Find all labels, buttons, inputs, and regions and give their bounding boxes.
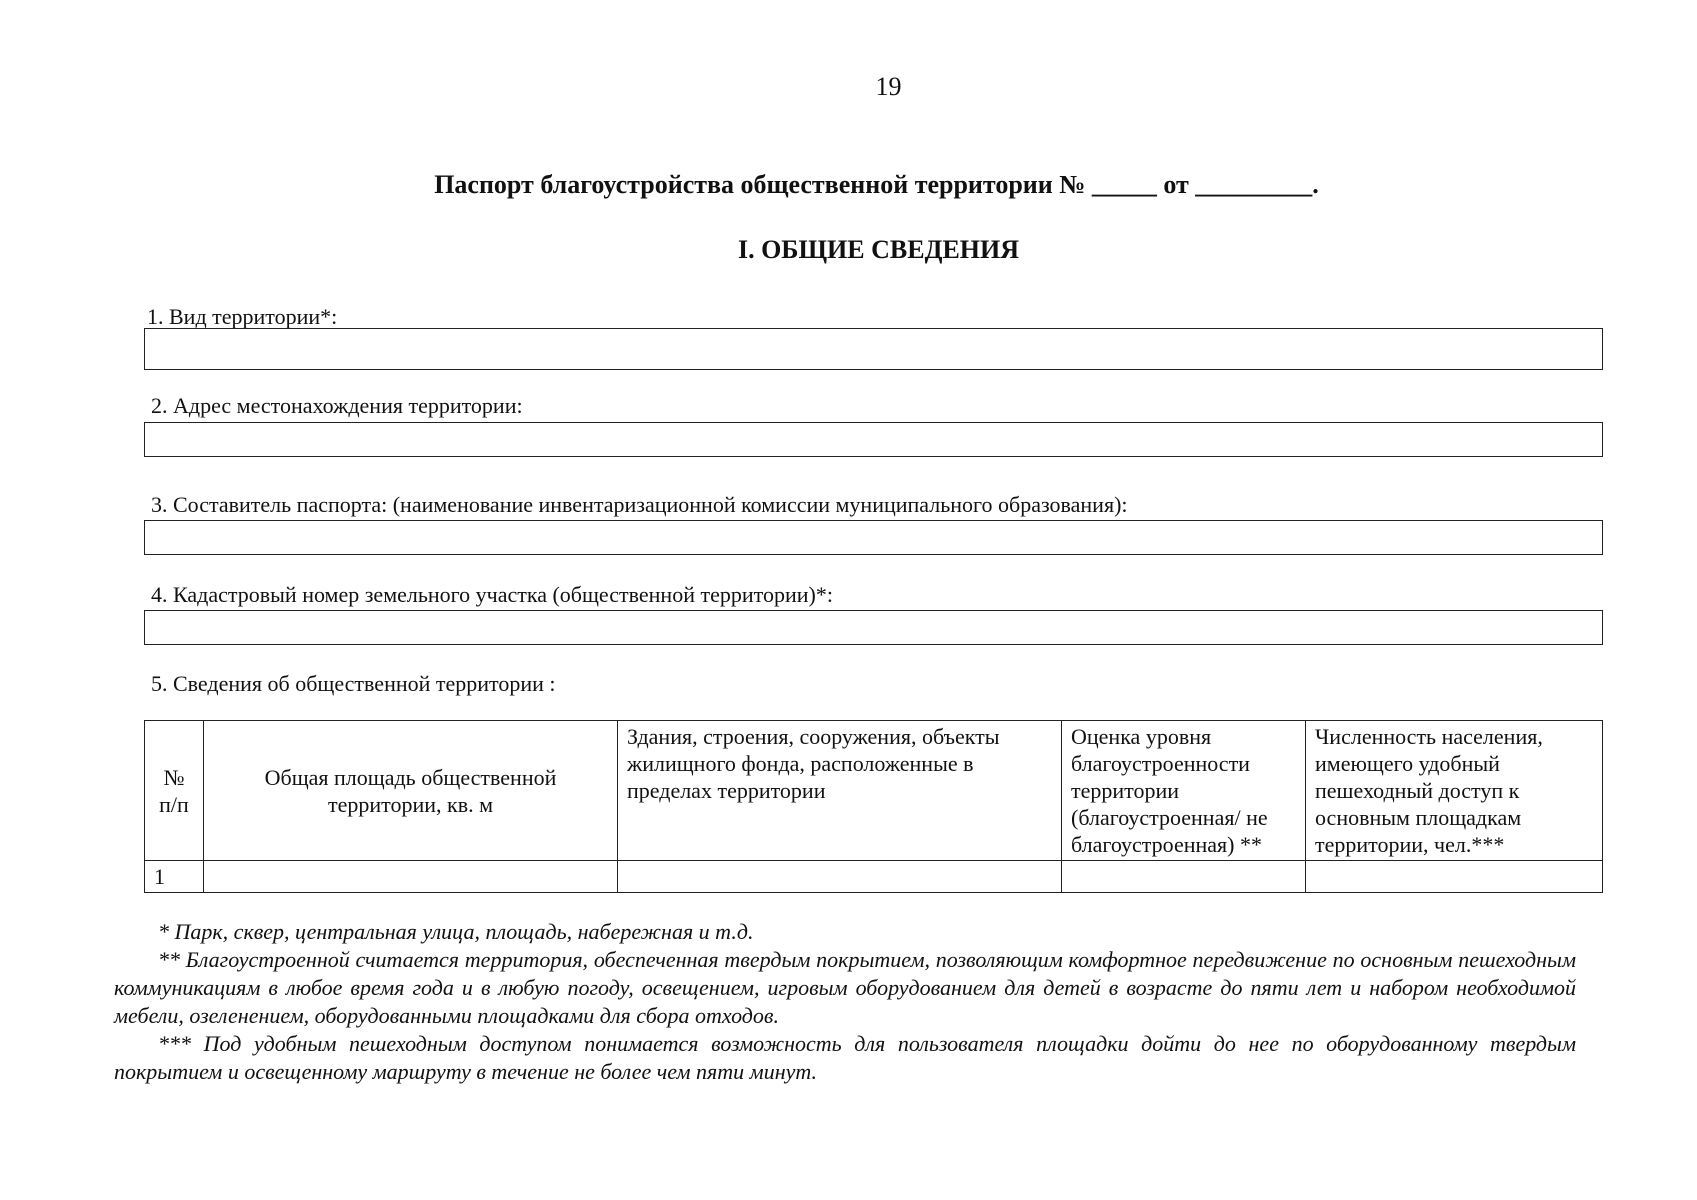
table-header-row <box>145 721 1603 861</box>
field-label-territory-type: 1. Вид территории*: <box>147 304 338 329</box>
footnote-territory-type: * Парк, сквер, центральная улица, площадь, набережная и т.д. <box>158 919 754 944</box>
footnotes <box>114 918 1576 1086</box>
column-header-improvement-level: Оценка уровня благоустроенности территории (благоустроенная/ не благоустроенная) ** <box>1062 721 1306 861</box>
document-title: Паспорт благоустройства общественной территории № _____ от _________. <box>434 170 1319 199</box>
column-header-number: № п/п <box>145 721 204 861</box>
column-header-population: Численность населения, имеющего удобный пешеходный доступ к основным площадкам территории, чел.*** <box>1306 721 1603 861</box>
table-section-label: 5. Сведения об общественной территории : <box>151 671 556 696</box>
field-label-address: 2. Адрес местонахождения территории: <box>151 393 523 418</box>
table-cell-population[interactable] <box>1306 861 1603 893</box>
cadastral-number-field[interactable] <box>144 610 1603 645</box>
compiler-field[interactable] <box>144 520 1603 555</box>
table-cell-number: 1 <box>145 861 204 893</box>
table-cell-buildings[interactable] <box>618 861 1062 893</box>
table-cell-improvement-level[interactable] <box>1062 861 1306 893</box>
address-field[interactable] <box>144 422 1603 457</box>
field-label-compiler: 3. Составитель паспорта: (наименование инвентаризационной комиссии муниципального образования): <box>151 492 1128 517</box>
section-title: I. ОБЩИЕ СВЕДЕНИЯ <box>737 235 1020 264</box>
territory-info-table <box>144 720 1603 893</box>
page-number: 19 <box>875 72 902 101</box>
territory-type-field[interactable] <box>144 328 1603 370</box>
footnote-pedestrian-access: *** Под удобным пешеходным доступом понимается возможность для пользователя площадки дойти до нее по оборудованному твердым покрытием и освещенному маршруту в течение не более чем пяти минут. <box>114 1031 1576 1084</box>
table-row <box>145 861 1603 893</box>
footnote-improvement: ** Благоустроенной считается территория, обеспеченная твердым покрытием, позволяющим комфортное передвижение по основным пешеходным коммуникациям в любое время года и в любую погоду, освещением, игровым оборудованием для детей в возрасте до пяти лет и набором необходимой мебели, озеленением, оборудованными площадками для сбора отходов. <box>114 947 1576 1028</box>
table-cell-total-area[interactable] <box>204 861 618 893</box>
field-label-cadastral-number: 4. Кадастровый номер земельного участка (общественной территории)*: <box>151 582 833 607</box>
column-header-buildings: Здания, строения, сооружения, объекты жилищного фонда, расположенные в пределах территории <box>618 721 1062 861</box>
column-header-total-area: Общая площадь общественной территории, кв. м <box>204 721 618 861</box>
